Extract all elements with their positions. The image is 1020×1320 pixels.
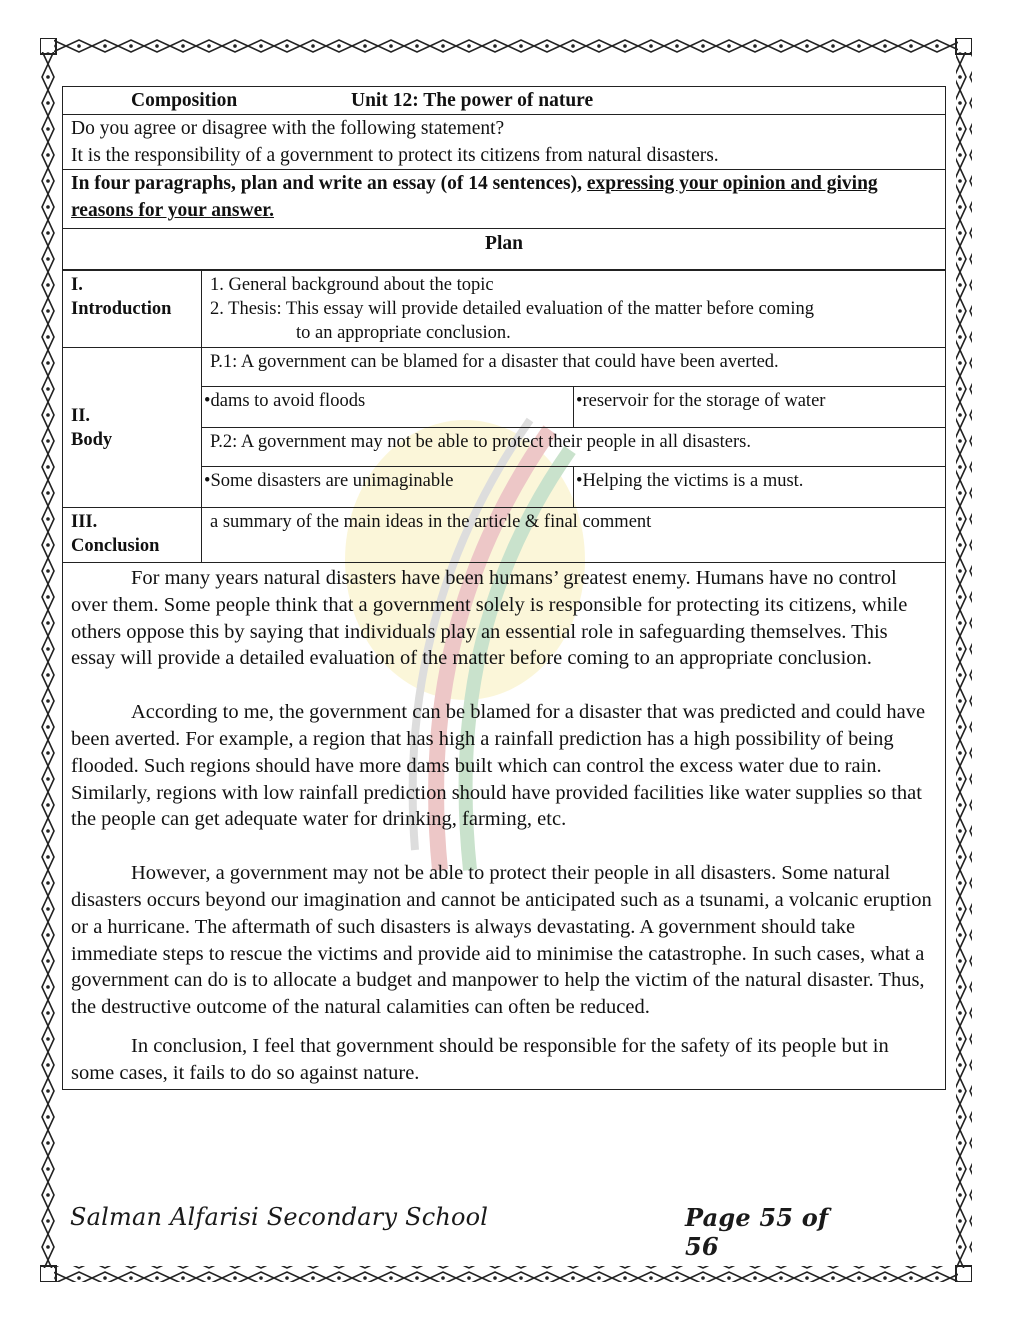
conclusion-number: III.: [71, 512, 98, 532]
footer: [70, 1203, 850, 1261]
intro-number: I.: [71, 275, 83, 295]
intro-item-2-cont: to an appropriate conclusion.: [296, 323, 511, 343]
intro-item-1: 1. General background about the topic: [210, 275, 494, 295]
plan-conclusion-row: [63, 508, 946, 563]
essay-paragraph-4: In conclusion, I feel that government should be responsible for the safety of its people but in some cases, it fails to do so against nature.: [71, 1034, 889, 1084]
plan-title-row: [63, 229, 946, 270]
bullet-icon: •: [576, 391, 583, 411]
plan-intro-row: [63, 271, 946, 348]
worksheet: [62, 86, 946, 1090]
conclusion-label: Conclusion: [71, 536, 160, 556]
plan-body-p1-row: [63, 348, 946, 387]
bullet-icon: •: [576, 471, 583, 491]
title-row: [63, 87, 946, 115]
header-table: [62, 86, 946, 270]
intro-label: Introduction: [71, 299, 172, 319]
bullet-icon: •: [204, 471, 211, 491]
page-number: Page 55 of 56: [685, 1203, 829, 1261]
body-p1: P.1: A government can be blamed for a disaster that could have been averted.: [210, 352, 779, 372]
question-row: [63, 115, 946, 170]
essay-text: [62, 563, 946, 1090]
intro-item-2: 2. Thesis: This essay will provide detailed evaluation of the matter before coming: [210, 299, 815, 319]
essay-paragraph-2: According to me, the government can be blamed for a disaster that was predicted and could have been averted. For example, a region that has high a rainfall prediction has a high possibility of being flooded. Such regions should have more dams built which can control the excess water due to rain. Similarly, regions with low rainfall prediction should have provided facilities like water supplies so that the people can get adequate water for drinking, farming, etc.: [71, 701, 926, 831]
p2-point-1: Some disasters are unimaginable: [210, 471, 454, 491]
plan-title: Plan: [485, 233, 523, 254]
school-name: Salman Alfarisi Secondary School: [70, 1203, 489, 1231]
task-underlined: expressing your opinion and giving reasons for your answer.: [71, 173, 878, 221]
plan-table: [62, 270, 946, 563]
task-row: [63, 170, 946, 229]
unit-title: Unit 12: The power of nature: [351, 90, 594, 111]
conclusion-text: a summary of the main ideas in the article & final comment: [210, 512, 652, 532]
body-number: II.: [71, 405, 91, 426]
body-p2: P.2: A government may not be able to protect their people in all disasters.: [210, 432, 752, 452]
subject-label: Composition: [131, 90, 238, 111]
bullet-icon: •: [204, 391, 211, 411]
essay-paragraph-3: However, a government may not be able to protect their people in all disasters. Some natural disasters occurs beyond our imagination and cannot be anticipated such as a tsunami, a volcanic eruption or a hurricane. The aftermath of such disasters is always devastating. A government should take immediate steps to rescue the victims and provide aid to minimise the catastrophe. In such cases, what a government can do is to allocate a budget and manpower to help the victim of the natural disaster. Thus, the destructive outcome of the natural calamities can often be reduced.: [71, 862, 932, 1019]
p1-point-2: reservoir for the storage of water: [582, 391, 826, 411]
task-instruction: In four paragraphs, plan and write an essay (of 14 sentences),: [71, 173, 587, 194]
body-label: Body: [71, 429, 113, 450]
essay-paragraph-1: For many years natural disasters have been humans’ greatest enemy. Humans have no control over them. Some people think that a government solely is responsible for protecting its citizens, while others oppose this by saying that individuals play an essential role in safeguarding themselves. This essay will provide a detailed evaluation of the matter before coming to an appropriate conclusion.: [71, 567, 908, 670]
p2-point-2: Helping the victims is a must.: [582, 471, 804, 491]
question-line-1: Do you agree or disagree with the following statement?: [71, 118, 505, 139]
p1-point-1: dams to avoid floods: [210, 391, 366, 411]
question-statement: It is the responsibility of a government to protect its citizens from natural disasters.: [71, 145, 719, 166]
